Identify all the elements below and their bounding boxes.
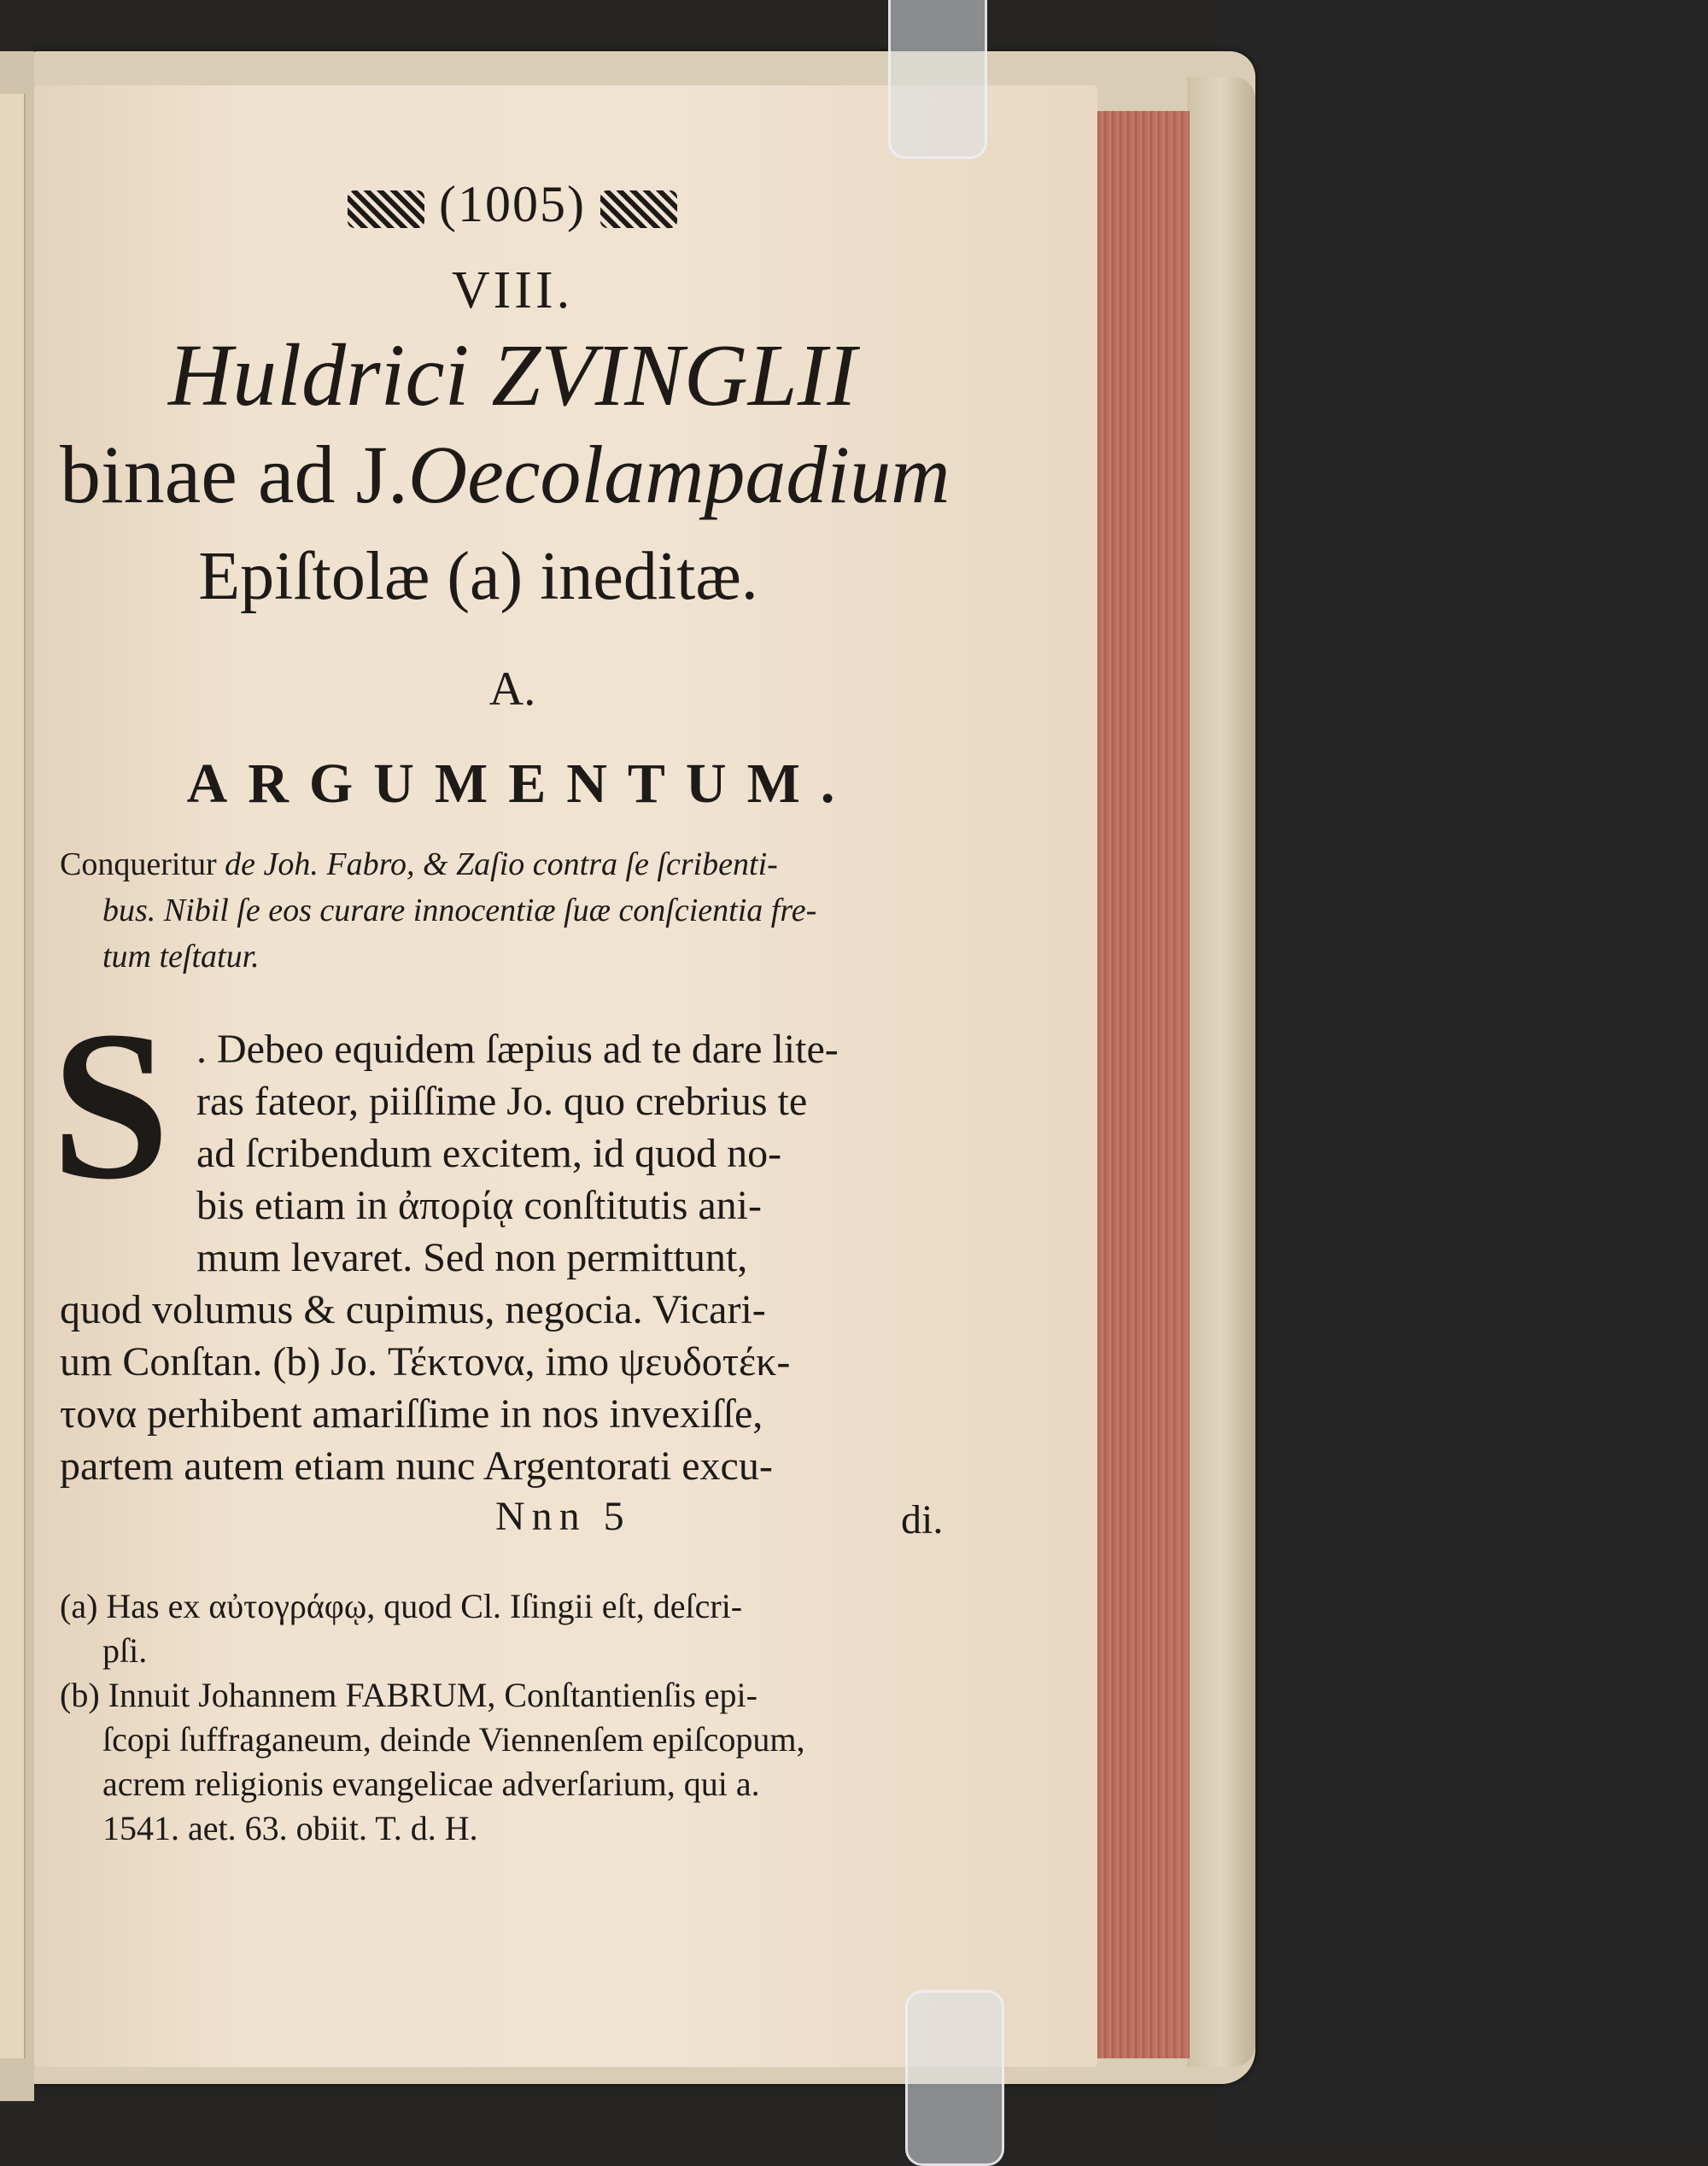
argumentum-line-1: de Joh. Fabro, & Zaſio contra ſe ſcribenti-: [216, 846, 778, 882]
title-line-2-roman: binae ad J.: [60, 429, 408, 520]
body-line: ad ſcribendum excitem, id quod no-: [196, 1131, 782, 1176]
body-line: mum levaret. Sed non permittunt,: [196, 1235, 748, 1280]
book-back-cover: [1187, 77, 1255, 2067]
fleuron-left-icon: [348, 190, 424, 228]
title-line-1: Huldrici ZVINGLII: [168, 326, 857, 424]
argumentum-line-3: tum teſtatur.: [102, 939, 260, 975]
facing-page-edge: [0, 94, 26, 2058]
argumentum-line-2: bus. Nibil ſe eos curare innocentiæ ſuæ conſcientia fre-: [102, 893, 817, 928]
body-line: ras fateor, piiſſime Jo. quo crebrius te: [196, 1079, 808, 1124]
letter-body: [60, 1023, 974, 1492]
drop-cap: S: [51, 987, 171, 1224]
fleuron-right-icon: [600, 190, 677, 228]
section-numeral: VIII.: [451, 261, 574, 319]
page-clip-bottom: [905, 1990, 1004, 2166]
footnotes: [60, 1584, 965, 1851]
title-line-3: Epiſtolæ (a) ineditæ.: [198, 539, 758, 614]
body-line: τονα perhibent amariſſime in nos invexiſſe,: [60, 1391, 763, 1437]
title-line-2-italic: Oecolampadium: [407, 429, 951, 520]
page-clip-top: [888, 0, 987, 159]
catchword: di.: [901, 1497, 944, 1543]
footnote-a-line-1: (a) Has ex αὐτογράφῳ, quod Cl. Iſingii eſt, deſcri-: [60, 1587, 743, 1625]
argumentum-heading: ARGUMENTUM.: [186, 752, 856, 815]
body-line: quod volumus & cupimus, negocia. Vicari-: [60, 1287, 766, 1332]
body-line: . Debeo equidem ſæpius ad te dare lite-: [196, 1027, 839, 1072]
signature-mark: Nnn 5: [495, 1494, 631, 1539]
background-right: [1221, 0, 1708, 2142]
page-number: (1005): [439, 176, 586, 232]
body-line: um Conſtan. (b) Jo. Τέκτονα, imo ψευδοτέκ-: [60, 1339, 791, 1384]
running-header: [307, 175, 717, 234]
footnote-b-line-2: ſcopi ſuffraganeum, deinde Viennenſem epiſcopum,: [102, 1720, 805, 1759]
argumentum-summary: [60, 841, 956, 980]
argumentum-lead: Conqueritur: [60, 846, 217, 882]
footnote-b-line-3: acrem religionis evangelicae adverſarium, qui a.: [102, 1765, 760, 1803]
footnote-b-line-1: (b) Innuit Johannem FABRUM, Conſtantienſis epi-: [60, 1676, 757, 1714]
footnote-b-line-4: 1541. aet. 63. obiit. T. d. H.: [102, 1809, 478, 1847]
footnote-a-line-2: pſi.: [102, 1631, 148, 1670]
body-line: partem autem etiam nunc Argentorati excu-: [60, 1443, 773, 1489]
letter-label: A.: [488, 663, 536, 716]
body-line: bis etiam in ἀπορίᾳ conſtitutis ani-: [196, 1183, 762, 1228]
title-line-2: [60, 427, 951, 522]
